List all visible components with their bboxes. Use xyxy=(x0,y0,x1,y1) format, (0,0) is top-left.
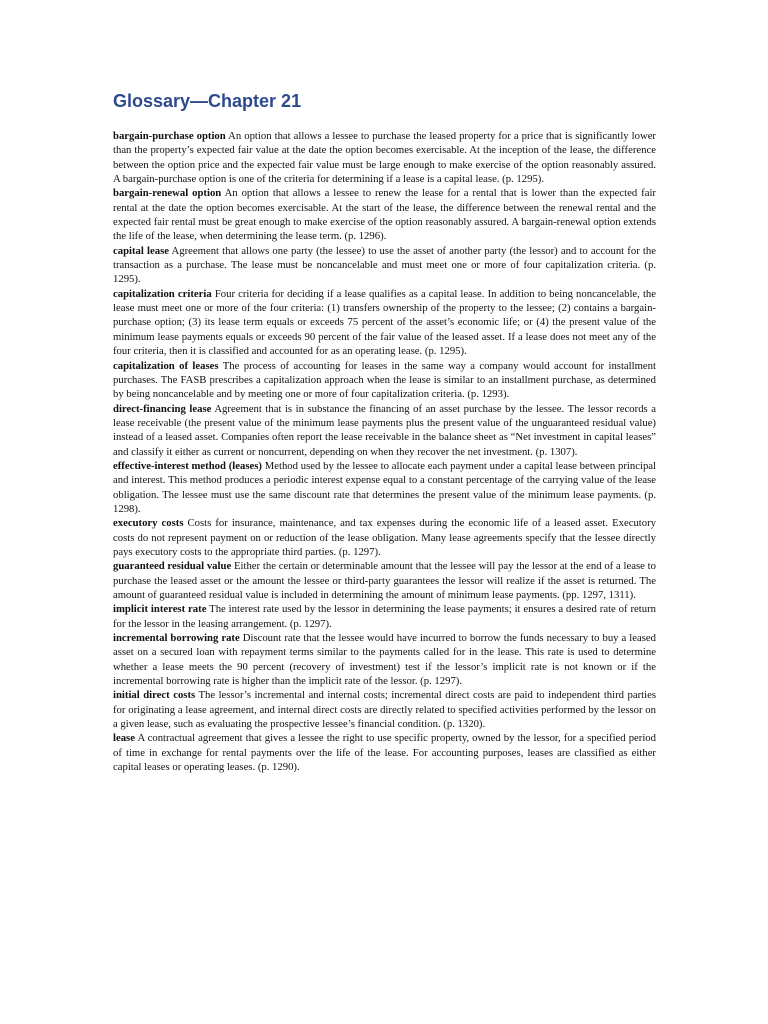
glossary-entry xyxy=(113,516,656,559)
glossary-entry xyxy=(113,602,656,631)
glossary-definition: Either the certain or determinable amount that the lessee will pay the lessor at the end of a lease to purchase the leased asset or the amount the lessee or third-party guarantees the lessor will realize if the asset is returned. The amount of guaranteed residual value is included in determining the amount of minimum lease payments. (pp. 1297, 1311). xyxy=(113,560,656,601)
glossary-entry xyxy=(113,287,656,359)
glossary-definition: The interest rate used by the lessor in determining the lease payments; it ensures a desired rate of return for the lessor in the leasing arrangement. (p. 1297). xyxy=(113,603,657,630)
glossary-term: capital lease xyxy=(113,244,169,257)
glossary-definition: An option that allows a lessee to renew the lease for a rental that is lower than the expected fair rental at the date the option becomes exercisable. At the start of the lease, the difference between the renewal rental and the expected fair rental must be great enough to make exercise of the option reasonably assured. A bargain-renewal option extends the life of the lease, when determining the lease term. (p. 1296). xyxy=(113,187,656,243)
glossary-term: bargain-purchase option xyxy=(113,130,226,142)
glossary-definition: Costs for insurance, maintenance, and tax expenses during the economic life of a leased asset. Executory costs do not represent payment on or reduction of the lease obligation. Many lease agreements specify that the lessee directly pays executory costs to the appropriate third parties. (p. 1297). xyxy=(113,517,657,558)
glossary-term: effective-interest method (leases) xyxy=(113,459,262,472)
page-title: Glossary—Chapter 21 xyxy=(113,91,302,111)
glossary-term: implicit interest rate xyxy=(113,603,207,616)
glossary-entry xyxy=(113,244,656,287)
glossary-definition: Discount rate that the lessee would have incurred to borrow the funds necessary to buy a leased asset on a secured loan with repayment terms similar to the payments called for in the lease. This rate is used to determine whether a lease meets the 90 percent (recovery of investment) test if the lessor’s implicit rate is not known or if the incremental borrowing rate is higher than the implicit rate of the lessor. (p. 1297). xyxy=(113,632,656,688)
glossary-entry xyxy=(113,359,656,402)
glossary-entry xyxy=(113,559,656,602)
glossary-term: bargain-renewal option xyxy=(113,187,222,200)
glossary-definition: The process of accounting for leases in the same way a company would account for installment purchases. The FASB prescribes a capitalization approach when the lease is similar to an installment purchase, as determined by being noncancelable and by meeting one or more of four capitalization criteria. (p. 1293). xyxy=(113,359,656,401)
glossary-term: lease xyxy=(113,732,135,745)
glossary-term: capitalization criteria xyxy=(113,287,212,300)
glossary-entry xyxy=(113,731,656,774)
glossary-term: guaranteed residual value xyxy=(113,560,232,573)
glossary-definition: Agreement that is in substance the financing of an asset purchase by the lessee. The lessor records a lease receivable (the present value of the minimum lease payments plus the present value of the unguaranteed residual value) instead of a leased asset. Companies often report the lease receivable in the balance sheet as “Net investment in capital leases” and classify it either as current or noncurrent, depending on when they recover the net investment. (p. 1307). xyxy=(113,402,656,458)
glossary-term: incremental borrowing rate xyxy=(113,632,240,645)
glossary-entry xyxy=(113,186,656,243)
glossary-entry xyxy=(113,402,656,459)
glossary-page xyxy=(113,90,656,774)
glossary-entry xyxy=(113,631,656,688)
glossary-term: direct-financing lease xyxy=(113,402,212,415)
glossary-term: initial direct costs xyxy=(113,689,196,702)
glossary-definition: Four criteria for deciding if a lease qualifies as a capital lease. In addition to being noncancelable, the lease must meet one or more of the four criteria: (1) transfers ownership of the property to the lessee; (2) contains a bargain-purchase option; (3) its lease term equals or exceeds 75 percent of the asset’s economic life; or (4) the present value of the minimum lease payments equals or exceeds 90 percent of the fair value of the leased asset. If a lease does not meet any of the four criteria, then it is classified and accounted for as an operating lease. (p. 1295). xyxy=(113,287,657,358)
glossary-entry xyxy=(113,129,656,186)
glossary-list xyxy=(113,129,656,774)
glossary-entry xyxy=(113,688,656,731)
glossary-definition: Agreement that allows one party (the lessee) to use the asset of another party (the lessor) and to account for the transaction as a purchase. The lease must be noncancelable and must meet one or more of four capitalization criteria. (p. 1295). xyxy=(113,244,656,286)
glossary-term: executory costs xyxy=(113,517,184,530)
glossary-definition: An option that allows a lessee to purchase the leased property for a price that is significantly lower than the property’s expected fair value at the date the option becomes exercisable. At the inception of the lease, the difference between the option price and the expected fair value must be large enough to make exercise of the option reasonably assured. A bargain-purchase option is one of the criteria for determining if a lease is a capital lease. (p. 1295). xyxy=(113,130,656,186)
glossary-term: capitalization of leases xyxy=(113,359,219,372)
glossary-definition: The lessor’s incremental and internal costs; incremental direct costs are paid to independent third parties for originating a lease agreement, and internal direct costs are directly related to specified activities performed by the lessor on a given lease, such as evaluating the prospective lessee’s financial condition. (p. 1320). xyxy=(113,689,656,731)
glossary-definition: A contractual agreement that gives a lessee the right to use specific property, owned by the lessor, for a specified period of time in exchange for rental payments over the life of the lease. For accounting purposes, leases are classified as either capital leases or operating leases. (p. 1290). xyxy=(113,732,656,774)
glossary-definition: Method used by the lessee to allocate each payment under a capital lease between principal and interest. This method produces a periodic interest expense equal to a constant percentage of the carrying value of the lease obligation. The lessee must use the same discount rate that determines the present value of the minimum lease payments. (p. 1298). xyxy=(113,459,657,515)
glossary-entry xyxy=(113,459,656,516)
